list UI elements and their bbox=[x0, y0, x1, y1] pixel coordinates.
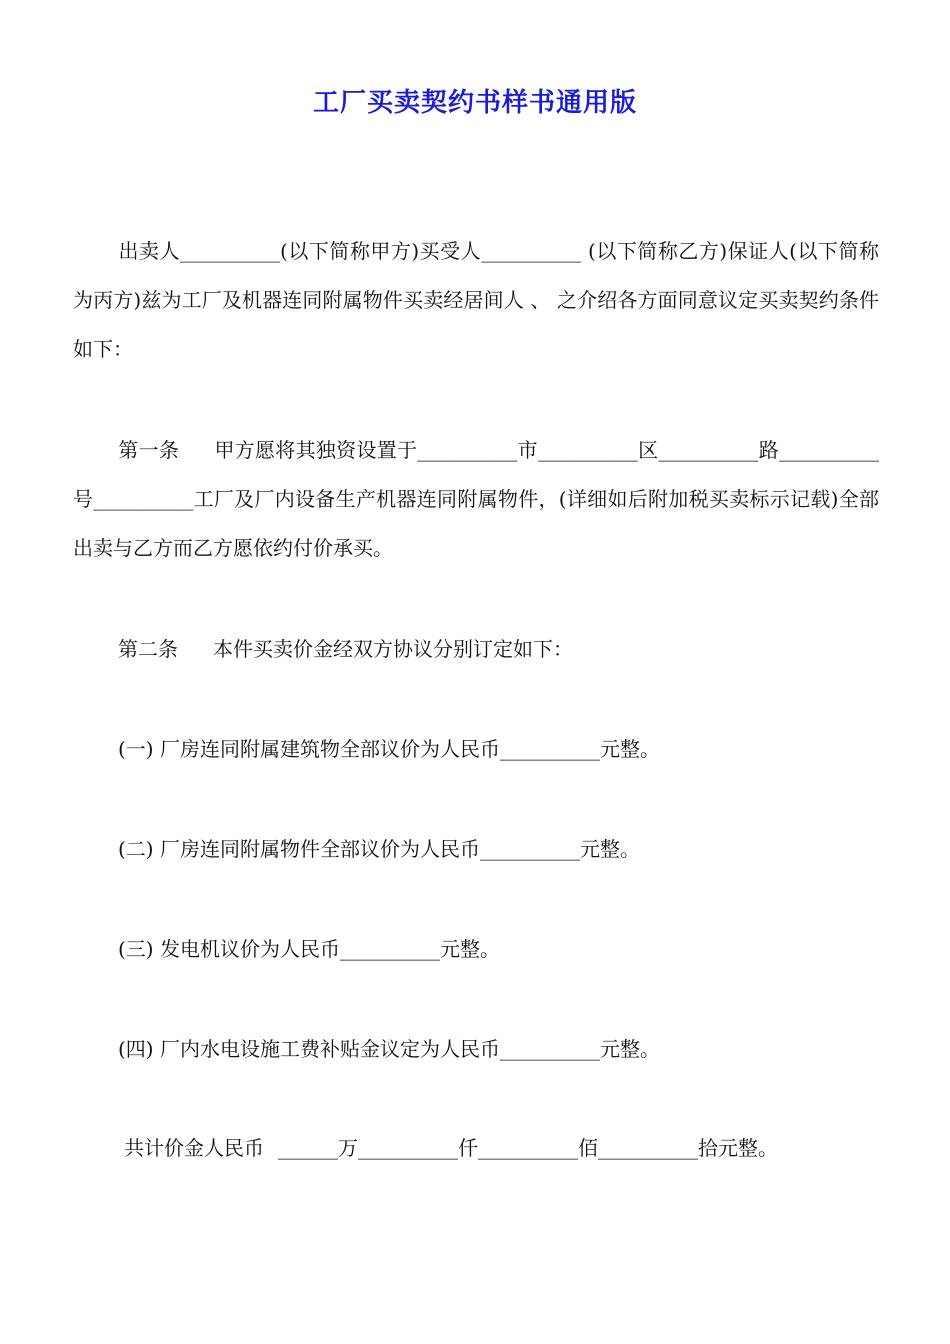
article-2-label: 第二条 bbox=[118, 637, 178, 661]
price-item-4: (四) 厂内水电设施工费补贴金议定为人民币__________元整。 bbox=[118, 1037, 660, 1061]
intro-paragraph bbox=[73, 227, 879, 374]
intro-part1: 出卖人__________(以下简称甲方)买受人__________ bbox=[118, 239, 589, 263]
article-1-label: 第一条 bbox=[118, 438, 180, 462]
price-item-3: (三) 发电机议价为人民币__________元整。 bbox=[118, 937, 500, 961]
price-item-1: (一) 厂房连同附属建筑物全部议价为人民币__________元整。 bbox=[118, 737, 660, 761]
price-item-2: (二) 厂房连同附属物件全部议价为人民币__________元整。 bbox=[118, 837, 640, 861]
total-label: 共计价金人民币 bbox=[124, 1136, 264, 1160]
intro-part2: (以下简称乙方)保证人(以下简称为丙方)兹为工厂及机器连同附属物件买卖经居间人 、 之介绍各方面同意议定买卖契约条件如下： bbox=[73, 239, 879, 361]
total-text: ______万__________仟__________佰__________拾元整。 bbox=[278, 1136, 778, 1160]
total-price bbox=[124, 1133, 778, 1163]
article-1-text: 甲方愿将其独资设置于__________市__________区__________路__________号__________工厂及厂内设备生产机器连同附属物件，(详细如后附加税买卖标示记载)全部出卖与乙方而乙方愿依约付价承买。 bbox=[73, 438, 880, 560]
article-2-text: 本件买卖价金经双方协议分别订定如下： bbox=[213, 637, 573, 661]
article-2 bbox=[118, 634, 573, 664]
article-1 bbox=[73, 426, 879, 573]
document-title: 工厂买卖契约书样书通用版 bbox=[312, 88, 637, 118]
